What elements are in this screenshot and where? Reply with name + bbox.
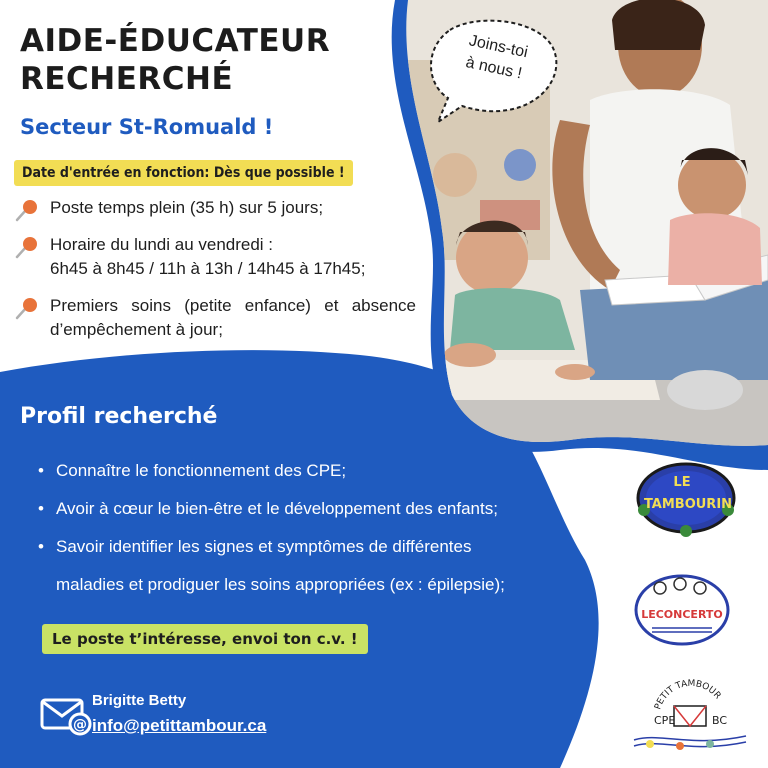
bubble-text: Joins-toi à nous !	[464, 32, 530, 83]
profil-item-continuation: maladies et prodiguer les soins appropriées (ex : épilepsie);	[56, 575, 505, 594]
contact-name: Brigitte Betty	[92, 692, 187, 709]
logo-petit-tambour	[630, 670, 750, 760]
detail-item: Premiers soins (petite enfance) et absence d’empêchement à jour;	[14, 294, 416, 342]
job-details-list	[14, 196, 416, 355]
logo-concerto-word: LECONCERTO	[641, 608, 723, 621]
logo-petit-cpe: CPE	[654, 714, 676, 727]
svg-text:@: @	[73, 717, 87, 733]
subtitle: Secteur St-Romuald !	[20, 115, 274, 139]
profil-item: • Connaître le fonctionnement des CPE;	[38, 452, 548, 490]
profil-item: • Avoir à cœur le bien-être et le développement des enfants;	[38, 490, 548, 528]
detail-item: Poste temps plein (35 h) sur 5 jours;	[14, 196, 416, 220]
detail-item: Horaire du lundi au vendredi : 6h45 à 8h45 / 11h à 13h / 14h45 à 17h45;	[14, 233, 416, 281]
date-banner: Date d'entrée en fonction: Dès que possible !	[14, 160, 353, 186]
logo-petit-bc: BC	[712, 714, 728, 727]
cta-banner: Le poste t’intéresse, envoi ton c.v. !	[42, 624, 368, 654]
pushpin-icon	[14, 235, 40, 259]
logo-petit-arc-text: PETIT TAMBOUR	[653, 678, 723, 712]
profil-item: • Savoir identifier les signes et symptômes de différentes	[38, 528, 548, 566]
logo-tambourin-le: LE	[673, 475, 691, 490]
contact-email-link[interactable]: info@petittambour.ca	[92, 716, 267, 735]
profil-title: Profil recherché	[20, 404, 218, 429]
pushpin-icon	[14, 296, 40, 320]
profil-list	[38, 452, 548, 604]
logo-le-concerto	[632, 566, 732, 650]
logo-le-tambourin	[634, 458, 738, 538]
pushpin-icon	[14, 198, 40, 222]
email-icon	[40, 696, 92, 736]
page-title: AIDE-ÉDUCATEUR RECHERCHÉ	[20, 23, 331, 97]
logo-tambourin-word: TAMBOURIN	[643, 497, 733, 512]
